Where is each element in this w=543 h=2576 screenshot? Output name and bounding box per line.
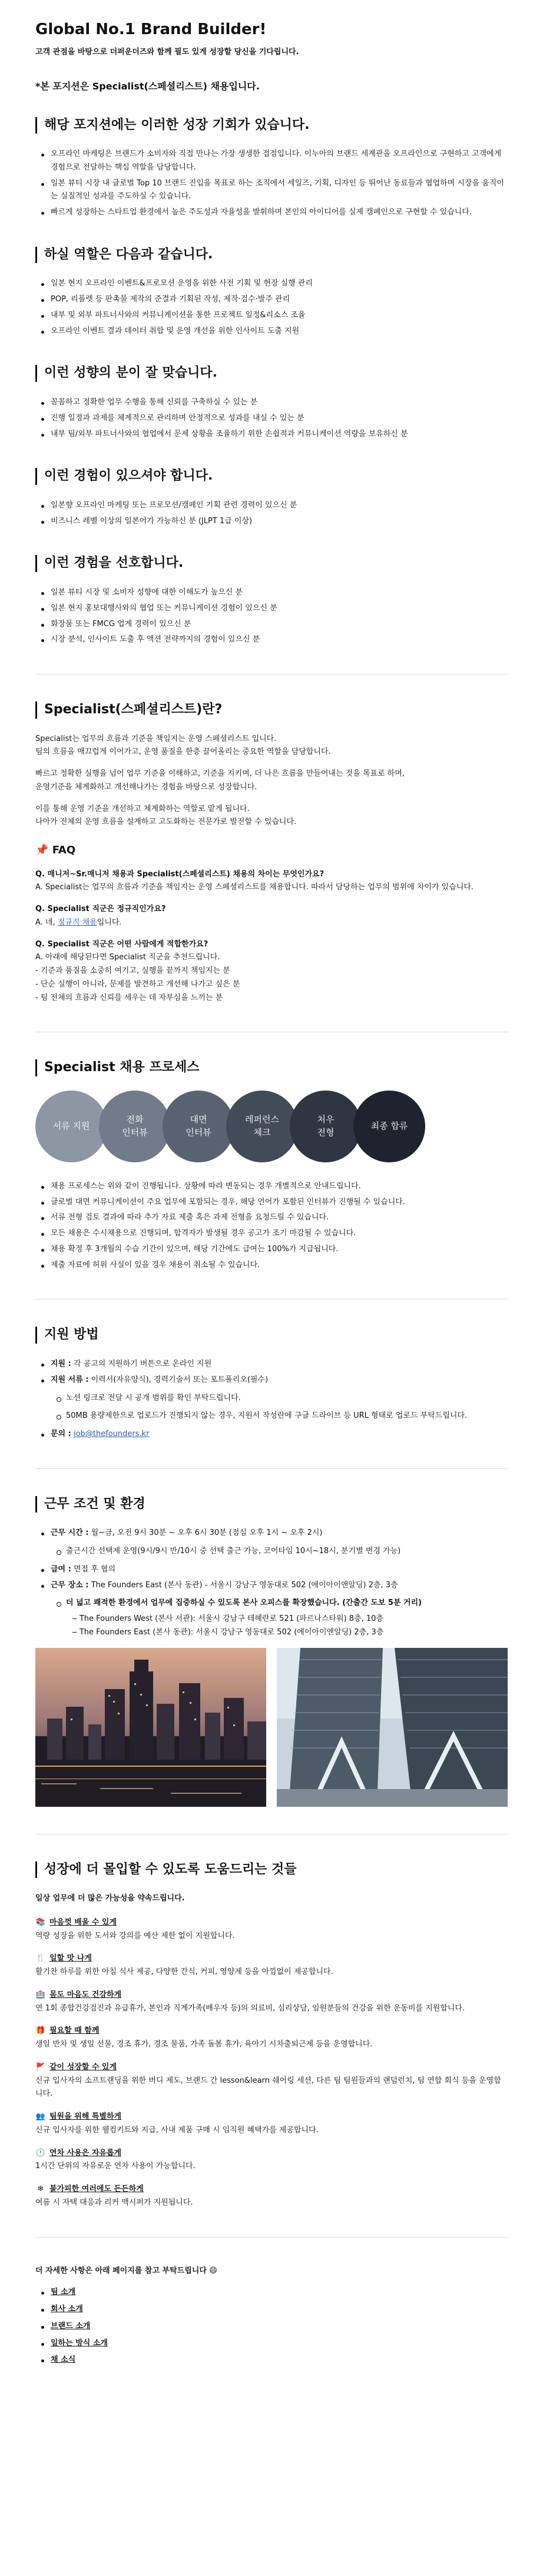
brand-intro-link[interactable]: 브랜드 소개 bbox=[51, 2321, 91, 2331]
team-icon: 👥 bbox=[35, 2112, 46, 2122]
snow-icon: ❄ bbox=[37, 2185, 44, 2194]
roles-list bbox=[35, 277, 508, 338]
list-item: 진행 일정과 과제를 체계적으로 관리하며 안정적으로 성과를 내실 수 있는 분 bbox=[35, 412, 508, 426]
paragraph-line: Specialist는 업무의 흐름과 기준을 책임지는 운영 스페셜리스트 입니다. bbox=[35, 734, 277, 743]
process-step-phone-interview: 전화 인터뷰 bbox=[99, 1091, 171, 1162]
list-item: POP, 리플렛 등 판촉물 제작의 준결과 기획된 작성, 제작·검수·발주 관리 bbox=[35, 293, 508, 307]
process-step-final-join: 최종 합류 bbox=[353, 1091, 425, 1162]
sub-item: 노션 링크로 전달 시 공개 범위를 확인 부탁드립니다. bbox=[51, 1392, 508, 1405]
faq-title: FAQ bbox=[52, 844, 76, 857]
benefit-text: 생일 반차 및 생일 선물, 경조 휴가, 경조 물품, 가족 돌봄 휴가, 육아기 시차출퇴근제 등을 운영합니다. bbox=[35, 2040, 373, 2049]
list-item: 내부 및 외부 파트너사와의 커뮤니케이션을 통한 프로젝트 일정&리소스 조율 bbox=[35, 309, 508, 323]
more-links bbox=[35, 2286, 508, 2367]
item-label: 근무 시간 : bbox=[51, 1528, 89, 1538]
city-night-photo bbox=[35, 1648, 266, 1807]
fit-list bbox=[35, 396, 508, 441]
list-item bbox=[35, 1374, 508, 1423]
list-item: 오프라인 이벤트 결과 데이터 취합 및 운영 개선을 위한 인사이트 도출 지원 bbox=[35, 325, 508, 338]
team-intro-link[interactable]: 팀 소개 bbox=[51, 2288, 76, 2297]
process-step-document: 서류 지원 bbox=[35, 1091, 107, 1162]
item-text: 면접 후 협의 bbox=[71, 1564, 116, 1574]
sub-item: 출근시간 선택제 운영(9시/9시 반/10시 중 선택 출근 가능, 코어타임 10시~18시, 분기별 변경 가능) bbox=[51, 1545, 508, 1558]
sub-item: 50MB 용량제한으로 업로드가 진행되지 않는 경우, 지원서 작성란에 구글 드라이브 등 URL 형태로 업로드 부탁드립니다. bbox=[51, 1410, 508, 1423]
benefit-text: 1시간 단위의 자유로운 연차 사용이 가능합니다. bbox=[35, 2162, 196, 2171]
list-item: 일본 뷰티 시장 및 소비자 성향에 대한 이해도가 높으신 분 bbox=[35, 586, 508, 600]
benefit-title: 같이 성장할 수 있게 bbox=[49, 2062, 117, 2072]
answer-suffix: 입니다. bbox=[97, 918, 122, 927]
list-item: 화장품 또는 FMCG 업계 경력이 있으신 분 bbox=[35, 618, 508, 631]
benefit-item bbox=[35, 1989, 508, 2016]
sub-list bbox=[51, 1545, 508, 1558]
faq-heading bbox=[35, 841, 508, 860]
section-title: 이런 경험이 있으셔야 합니다. bbox=[35, 468, 508, 485]
office-item: – - The Founders West (본사 서관): 서울시 강남구 테헤란로 521 (파르나스타워) 8층, 10층 bbox=[66, 1613, 508, 1626]
flag-icon: 🚩 bbox=[35, 2062, 46, 2072]
answer-line: - 팀 전체의 흐름과 신뢰를 세우는 데 자부심을 느끼는 분 bbox=[35, 993, 223, 1002]
list-item: 일본 뷰티 시장 내 글로벌 Top 10 브랜드 진입을 목표로 하는 조직에서 세일즈, 기획, 디자인 등 뛰어난 동료들과 협업하며 시장을 움직이는 실질적인 성과를 주도하실 수 있습니다. bbox=[35, 177, 508, 204]
item-text: The Founders East (본사 동관) - 서울시 강남구 영동대로 502 (에이아이앤알딩) 2층, 3층 bbox=[88, 1580, 398, 1590]
list-item bbox=[35, 2337, 508, 2351]
list-item: 일본 현지 오프라인 이벤트&프로모션 운영을 위한 사전 기획 및 현장 실행 관리 bbox=[35, 277, 508, 291]
divider bbox=[35, 2237, 508, 2238]
fit-section bbox=[35, 365, 508, 441]
more-info-title: 더 자세한 사항은 아래 페이지를 참고 부탁드립니다 😄 bbox=[35, 2266, 217, 2275]
section-title: Specialist(스페셜리스트)란? bbox=[35, 702, 508, 719]
process-step-offer: 처우 전형 bbox=[290, 1091, 362, 1162]
list-item: 채용 확정 후 3개월의 수습 기간이 있으며, 해당 기간에도 급여는 100%가 지급됩니다. bbox=[35, 1243, 508, 1257]
section-title: 하실 역할은 다음과 같습니다. bbox=[35, 247, 508, 264]
section-title: 지원 방법 bbox=[35, 1327, 508, 1344]
faq-item bbox=[35, 938, 508, 1005]
list-item bbox=[35, 2286, 508, 2299]
benefit-text: 연 1회 종합건강검진과 유급휴가, 본인과 직계가족(배우자 등)의 의료비, 심리상담, 임원분들의 건강을 위한 운동비를 지원합니다. bbox=[35, 2003, 465, 2013]
sub-item-text: 더 넓고 쾌적한 환경에서 업무에 집중하실 수 있도록 본사 오피스를 확장했습니다. (간출간 도보 5분 거리) bbox=[66, 1598, 422, 1608]
list-item bbox=[35, 2354, 508, 2367]
sub-list bbox=[51, 1597, 508, 1639]
paragraph bbox=[35, 803, 508, 830]
apply-section bbox=[35, 1327, 508, 1441]
list-item bbox=[35, 2303, 508, 2316]
benefit-item bbox=[35, 1916, 508, 1943]
apply-list bbox=[35, 1358, 508, 1441]
benefit-item bbox=[35, 2025, 508, 2052]
experience-list bbox=[35, 499, 508, 529]
list-item bbox=[35, 1579, 508, 1640]
office-photos bbox=[35, 1648, 508, 1807]
list-item: 일본 현지 홍보대행사와의 협업 또는 커뮤니케이션 경험이 있으신 분 bbox=[35, 602, 508, 616]
benefit-text: 신규 입사자의 소프트랜딩을 위한 버디 제도, 브랜드 간 lesson&learn 쉐어링 세션, 다른 팀 팀원들과의 랜덤런치, 팀 연합 회식 등을 운영합니다. bbox=[35, 2076, 501, 2099]
benefits-intro: 일상 업무에 더 많은 가능성을 약속드립니다. bbox=[35, 1894, 185, 1903]
conditions-list bbox=[35, 1527, 508, 1639]
faq-answer bbox=[35, 916, 508, 930]
roles-section bbox=[35, 247, 508, 338]
more-info-section bbox=[35, 2265, 508, 2368]
answer-prefix: A. 네, bbox=[35, 918, 58, 927]
pin-icon: 📌 bbox=[35, 844, 49, 857]
preferred-list bbox=[35, 586, 508, 647]
opportunity-section bbox=[35, 117, 508, 220]
paragraph-line: 빠르고 정확한 실행을 넘어 업무 기준을 이해하고, 기준을 지키며, 더 나은 흐름을 만들어내는 것을 목표로 하며, bbox=[35, 769, 405, 779]
contact-email-link[interactable]: job@thefounders.kr bbox=[73, 1430, 150, 1439]
list-item: 빠르게 성장하는 스타트업 환경에서 높은 주도성과 자율성을 발휘하며 본인의 아이디어를 실제 캠페인으로 구현할 수 있습니다. bbox=[35, 206, 508, 220]
paragraph-line: 나아가 전체의 운영 흐름을 설계하고 고도화하는 전문가로 발전할 수 있습니다. bbox=[35, 817, 297, 827]
benefit-item bbox=[35, 2183, 508, 2210]
benefit-item bbox=[35, 2061, 508, 2101]
process-step-reference-check: 레퍼런스 체크 bbox=[226, 1091, 298, 1162]
specialist-notice: *본 포지션은 Specialist(스페셜리스트) 채용입니다. bbox=[35, 80, 260, 92]
paragraph bbox=[35, 733, 508, 760]
faq-answer bbox=[35, 951, 508, 1005]
answer-line: - 단순 실행이 아니라, 문제를 발견하고 개선해 나가고 싶은 분 bbox=[35, 979, 240, 989]
benefit-title: 필요할 때 함께 bbox=[49, 2026, 100, 2036]
faq-item bbox=[35, 868, 508, 895]
news-link[interactable]: 채 소식 bbox=[51, 2355, 76, 2365]
list-item: 서류 전형 검토 결과에 따라 추가 자료 제출 혹은 과제 전형을 요청드릴 수 있습니다. bbox=[35, 1211, 508, 1225]
benefit-item bbox=[35, 2147, 508, 2174]
company-intro-link[interactable]: 회사 소개 bbox=[51, 2305, 83, 2314]
list-item: 비즈니스 레벨 이상의 일본어가 가능하신 분 (JLPT 1급 이상) bbox=[35, 515, 508, 529]
faq-item bbox=[35, 903, 508, 930]
item-text: 각 공고의 지원하기 버튼으로 온라인 지원 bbox=[71, 1360, 212, 1369]
divider bbox=[35, 1468, 508, 1469]
meal-icon: 🍴 bbox=[35, 1954, 46, 1963]
benefit-title: 팀원을 위해 특별하게 bbox=[49, 2112, 122, 2122]
page-subtitle: 고객 관점을 바탕으로 더퍼운더즈와 함께 필도 있게 성장할 당신을 기다립니다. bbox=[35, 47, 299, 56]
clock-icon: 🕐 bbox=[35, 2148, 46, 2158]
process-step-onsite-interview: 대면 인터뷰 bbox=[163, 1091, 234, 1162]
benefit-text: 역량 성장을 위한 도서와 강의를 예산 제한 없이 지원합니다. bbox=[35, 1931, 235, 1940]
list-item: 채용 프로세스는 위와 같이 진행됩니다. 상황에 따라 변동되는 경우 개별적으로 안내드립니다. bbox=[35, 1180, 508, 1194]
process-section bbox=[35, 1059, 508, 1272]
specialist-section bbox=[35, 702, 508, 1005]
office-building-photo bbox=[277, 1648, 508, 1807]
opportunity-list bbox=[35, 148, 508, 220]
benefit-title: 마음껏 배울 수 있게 bbox=[49, 1917, 117, 1927]
item-label: 근무 장소 : bbox=[51, 1580, 89, 1590]
paragraph-line: 운영기준을 체계화하고 개선해나가는 경험을 바탕으로 성장합니다. bbox=[35, 782, 257, 792]
book-icon: 📚 bbox=[35, 1917, 46, 1927]
list-item bbox=[35, 2320, 508, 2334]
paragraph-line: 이를 통해 운영 기준을 개선하고 체계화하는 역할로 맡게 됩니다. bbox=[35, 804, 250, 813]
experience-section bbox=[35, 468, 508, 528]
list-item bbox=[35, 1527, 508, 1558]
benefits-section bbox=[35, 1862, 508, 2210]
conditions-section bbox=[35, 1496, 508, 1807]
benefit-text: 활기찬 하루를 위한 아침 식사 제공, 다양한 간식, 커피, 영양제 등을 아낌없이 제공합니다. bbox=[35, 1967, 333, 1977]
benefit-title: 일할 맛 나게 bbox=[49, 1954, 92, 1963]
answer-line: A. 아래에 해당된다면 Specialist 직군을 추천드립니다. bbox=[35, 953, 220, 962]
work-style-link[interactable]: 일하는 방식 소개 bbox=[51, 2338, 108, 2348]
item-label: 급여 : bbox=[51, 1564, 71, 1574]
benefit-item bbox=[35, 2110, 508, 2138]
paragraph bbox=[35, 767, 508, 795]
list-item: 일본향 오프라인 마케팅 또는 프로모션/캠페인 기획 관련 경력이 있으신 분 bbox=[35, 499, 508, 513]
gift-icon: 🎁 bbox=[35, 2026, 46, 2036]
benefit-title: 몸도 마음도 건강하게 bbox=[49, 1990, 122, 1999]
list-item: 모든 채용은 수시채용으로 진행되며, 합격자가 발생될 경우 공고가 조기 마감될 수 있습니다. bbox=[35, 1227, 508, 1241]
faq-question: Q. Specialist 직군은 어떤 사람에게 적합한가요? bbox=[35, 939, 208, 949]
paragraph-line: 팀의 흐름을 매끄럽게 이어가고, 운영 품질을 한층 끌어올리는 중요한 역할을 담당합니다. bbox=[35, 747, 331, 757]
list-item: 내부 팀/외부 파트너사와의 협업에서 문제 상황을 조율하기 위한 손쉽적과 커뮤니케이션 역량을 보유하신 분 bbox=[35, 428, 508, 441]
list-item bbox=[35, 1563, 508, 1577]
list-item: 꼼꼼하고 정확한 업무 수행을 통해 신뢰를 구축하실 수 있는 분 bbox=[35, 396, 508, 410]
list-item: 글로벌 대면 커뮤니케이션이 주요 업무에 포함되는 경우, 해당 언어가 포함된 인터뷰가 진행될 수 있습니다. bbox=[35, 1196, 508, 1209]
item-text: 이력서(자유양식), 경력기술서 또는 포트폴리오(필수) bbox=[88, 1375, 269, 1384]
faq-question: Q. 매니저~Sr.매니저 채용과 Specialist(스페셜리스트) 채용의 차이는 무엇인가요? bbox=[35, 869, 325, 879]
list-item: 오프라인 마케팅은 브랜드가 소비자와 직접 만나는 가장 생생한 접점입니다. 이누아의 브랜드 세계관을 오프라인으로 구현하고 고객에게 경험으로 전달하는 핵심 역할을 담당합니다. bbox=[35, 148, 508, 175]
section-title: 근무 조건 및 환경 bbox=[35, 1496, 508, 1513]
answer-line: - 기준과 품질을 소중히 여기고, 실행을 끝까지 책임지는 분 bbox=[35, 966, 230, 976]
benefit-item bbox=[35, 1952, 508, 1979]
page-title: Global No.1 Brand Builder! bbox=[35, 21, 267, 38]
benefit-text: 여름 시 자택 대응과 리커 맥시퍼가 지원됩니다. bbox=[35, 2198, 193, 2207]
faq-question: Q. Specialist 직군은 정규직인가요? bbox=[35, 905, 166, 914]
office-item: – - The Founders East (본사 동관): 서울시 강남구 영동대로 502 (에이아이앤알딩) 2층, 3층 bbox=[66, 1626, 508, 1640]
list-item bbox=[35, 1428, 508, 1441]
benefit-text: 신규 입사자를 위한 웰컴키트와 지급, 사내 제품 구매 시 임직원 혜택가를 제공합니다. bbox=[35, 2125, 319, 2135]
section-title: 해당 포지션에는 이러한 성장 기회가 있습니다. bbox=[35, 117, 508, 134]
benefit-title: 연차 사용은 자유롭게 bbox=[49, 2148, 122, 2158]
health-icon: 🏥 bbox=[35, 1990, 46, 1999]
item-text: 월~금, 오전 9시 30분 ~ 오후 6시 30분 (점심 오후 1시 ~ 오후 2시) bbox=[88, 1528, 323, 1538]
process-notes bbox=[35, 1180, 508, 1272]
list-item bbox=[35, 1358, 508, 1371]
regular-hire-link[interactable]: 정규직 채용 bbox=[57, 918, 97, 927]
benefit-title: 불가피한 여러에도 든든하게 bbox=[49, 2185, 144, 2194]
item-label: 지원 : bbox=[51, 1360, 71, 1369]
faq-answer: A. Specialist는 업무의 흐름과 기준을 책임지는 운영 스페셜리스트를 채용합니다. 따라서 담당하는 업무의 범위에 차이가 있습니다. bbox=[35, 883, 474, 892]
sub-item bbox=[51, 1597, 508, 1639]
list-item: 제출 자료에 허위 사실이 있을 경우 채용이 취소될 수 있습니다. bbox=[35, 1259, 508, 1272]
section-title: Specialist 채용 프로세스 bbox=[35, 1059, 508, 1076]
item-label: 문의 : bbox=[51, 1430, 71, 1439]
section-title: 성장에 더 몰입할 수 있도록 도움드리는 것들 bbox=[35, 1862, 508, 1879]
sub-list bbox=[51, 1392, 508, 1424]
section-title: 이런 성향의 분이 잘 맞습니다. bbox=[35, 365, 508, 382]
process-steps bbox=[35, 1091, 508, 1162]
list-item: 시장 분석, 인사이트 도출 후 액션 전략까지의 경험이 있으신 분 bbox=[35, 633, 508, 647]
section-title: 이런 경험을 선호합니다. bbox=[35, 555, 508, 572]
preferred-section bbox=[35, 555, 508, 647]
office-list bbox=[66, 1613, 508, 1640]
item-label: 지원 서류 : bbox=[51, 1375, 89, 1384]
